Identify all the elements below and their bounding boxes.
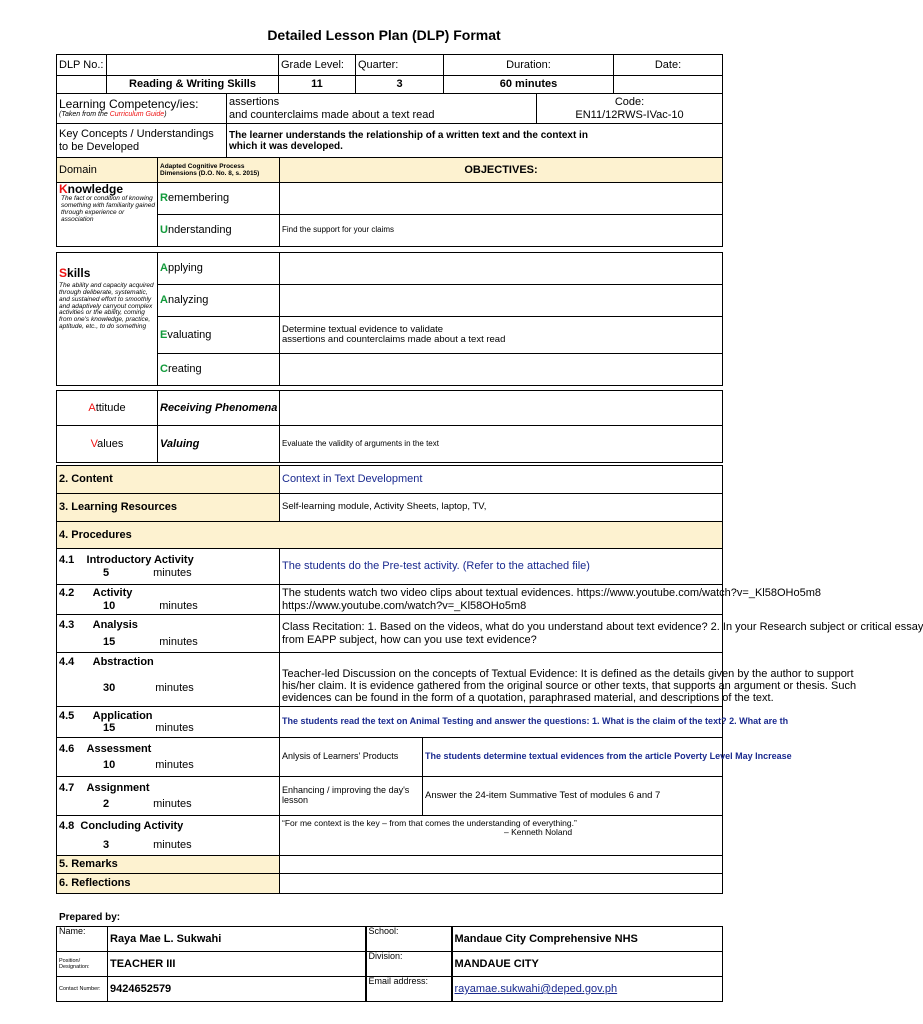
procedure-4-1-text: The students do the Pre-test activity. (Refer to the attached file) [280,549,723,585]
values-process: Valuing [158,426,280,463]
date-value[interactable] [614,76,723,94]
attitude-objective[interactable] [280,391,723,426]
procedure-4-8-cell: 4.8 Concluding Activity 3 minutes [57,816,280,856]
competency-text: assertions and counterclaims made about a text read [227,94,537,124]
analyzing-label: Analyzing [158,285,280,317]
school-label: School: [366,927,452,952]
procedure-4-7-cell: 4.7 Assignment 2 minutes [57,777,280,816]
procedure-4-4-cell: 4.4 Abstraction 30 minutes [57,653,280,707]
quarter-value: 3 [356,76,444,94]
prepared-by-label: Prepared by: [59,912,121,923]
duration-label: Duration: [444,55,614,76]
procedure-4-1-cell: 4.1 Introductory Activity 5 minutes [57,549,280,585]
prepared-by-table [56,926,723,1002]
skills-cell [57,253,158,386]
reflections-label: 6. Reflections [57,874,280,894]
competency-label-cell [57,94,227,124]
procedure-row [57,615,723,653]
remembering-objective[interactable] [280,183,723,215]
procedure-4-2-text: The students watch two video clips about textual evidences. https://www.youtube.com/watch?v=_Kl58OHo5m8 https://www.youtube.com/watch?v=_Kl58OHo5m8 [280,585,723,615]
procedure-row [57,549,723,585]
procedure-4-2-cell: 4.2 Activity 10 minutes [57,585,280,615]
skills-title: Skills [59,266,91,280]
procedure-row [57,653,723,707]
procedure-4-5-cell: 4.5 Application 15 minutes [57,707,280,738]
remarks-value[interactable] [280,856,723,874]
page-title: Detailed Lesson Plan (DLP) Format [267,27,501,43]
procedure-4-3-cell: 4.3 Analysis 15 minutes [57,615,280,653]
name-value: Raya Mae L. Sukwahi [108,927,366,952]
domain-label: Domain [57,158,158,183]
grade-level-value: 11 [279,76,356,94]
understanding-label: Understanding [158,215,280,247]
procedure-4-4-text: Teacher-led Discussion on the concepts of Textual Evidence: It is defined as the details given by the author to support his/her claim. It is evidence gathered from the original source or other texts, that supports an argument or thesis. Such evidences can be found in the form of a quotation, paraphrased material, and descriptions of the text. [280,653,723,707]
competency-table [56,93,723,158]
date-label: Date: [614,55,723,76]
quarter-label: Quarter: [356,55,444,76]
dlp-no-label: DLP No.: [57,55,107,76]
values-label: Values [57,426,158,463]
position-value: TEACHER III [108,952,366,977]
procedure-row [57,777,723,816]
applying-objective[interactable] [280,253,723,285]
attitude-label: Attitude [57,391,158,426]
division-label: Division: [366,952,452,977]
knowledge-cell [57,183,158,247]
domain-table [56,157,723,247]
procedure-4-7-detail [280,777,723,816]
procedures-label: 4. Procedures [57,522,723,549]
school-value: Mandaue City Comprehensive NHS [452,927,723,952]
procedure-4-7-left: Enhancing / improving the day's lesson [280,777,423,815]
procedure-row [57,585,723,615]
attitude-process: Receiving Phenomena [158,391,280,426]
competency-label: Learning Competency/ies: [59,97,199,112]
procedures-table [56,465,923,894]
grade-level-label: Grade Level: [279,55,356,76]
understanding-objective[interactable]: Find the support for your claims [280,215,723,247]
name-label: Name: [57,927,108,952]
objectives-header: OBJECTIVES: [280,158,723,183]
values-objective[interactable]: Evaluate the validity of arguments in the text [280,426,723,463]
knowledge-desc: The fact or condition of knowing something with familiarity gained through experience or association [61,195,155,223]
procedure-4-8-text: “For me context is the key – from that comes the understanding of everything.” – Kenneth Noland [280,816,723,856]
content-text: Context in Text Development [280,466,723,494]
curriculum-note: (Taken from the Curriculum Guide) [59,111,167,119]
procedure-4-6-text: The students determine textual evidences from the article Poverty Level May Increase [425,751,792,762]
division-value: MANDAUE CITY [452,952,723,977]
procedure-4-6-detail [280,738,792,777]
header-table [56,54,723,94]
contact-label: Contact Number: [57,977,108,1002]
procedure-4-6-cell: 4.6 Assessment 10 minutes [57,738,280,777]
applying-label: Applying [158,253,280,285]
procedure-4-5-text: The students read the text on Animal Testing and answer the questions: 1. What is the claim of the text? 2. What are th [280,707,723,738]
skills-table [56,252,723,386]
procedure-row [57,738,723,777]
creating-objective[interactable] [280,354,723,386]
procedure-4-3-text: Class Recitation: 1. Based on the videos, what do you understand about text evidence? 2. In your Research subject or critical essay from EAPP subject, how can you use text evidence? [280,615,723,653]
procedure-4-7-text: Answer the 24-item Summative Test of modules 6 and 7 [425,789,661,801]
knowledge-title: Knowledge [59,182,124,196]
key-concepts-label: Key Concepts / Understandings to be Developed [57,124,227,158]
remembering-label: Remembering [158,183,280,215]
resources-label: 3. Learning Resources [57,494,280,522]
contact-value: 9424652579 [108,977,366,1002]
cognitive-dimensions-header: Adapted Cognitive Process Dimensions (D.O. No. 8, s. 2015) [158,158,280,183]
procedure-row [57,816,723,856]
evaluating-objective[interactable]: Determine textual evidence to validate assertions and counterclaims made about a text read [280,317,723,354]
skills-desc: The ability and capacity acquired through deliberate, systematic, and sustained effort to smoothly and adaptively carryout complex activities or the ability, coming from one's knowledge, practice, aptitude, etc., to do something [59,282,154,331]
content-label: 2. Content [57,466,280,494]
subject-value: Reading & Writing Skills [107,76,279,94]
affective-table [56,390,723,463]
dlp-no-value[interactable] [107,55,279,76]
email-link[interactable]: rayamae.sukwahi@deped.gov.ph [452,977,723,1002]
competency-code: Code: EN11/12RWS-IVac-10 [537,94,723,124]
evaluating-label: Evaluating [158,317,280,354]
procedure-4-6-left: Anlysis of Learners' Products [280,738,423,776]
duration-value: 60 minutes [444,76,614,94]
reflections-value[interactable] [280,874,723,894]
position-label: Position/ Designation: [57,952,108,977]
email-label: Email address: [366,977,452,1002]
key-concepts-text: The learner understands the relationship of a written text and the context in which it was developed. [227,124,723,158]
remarks-label: 5. Remarks [57,856,280,874]
resources-text: Self-learning module, Activity Sheets, laptop, TV, [280,494,723,522]
procedure-row [57,707,723,738]
creating-label: Creating [158,354,280,386]
analyzing-objective[interactable] [280,285,723,317]
